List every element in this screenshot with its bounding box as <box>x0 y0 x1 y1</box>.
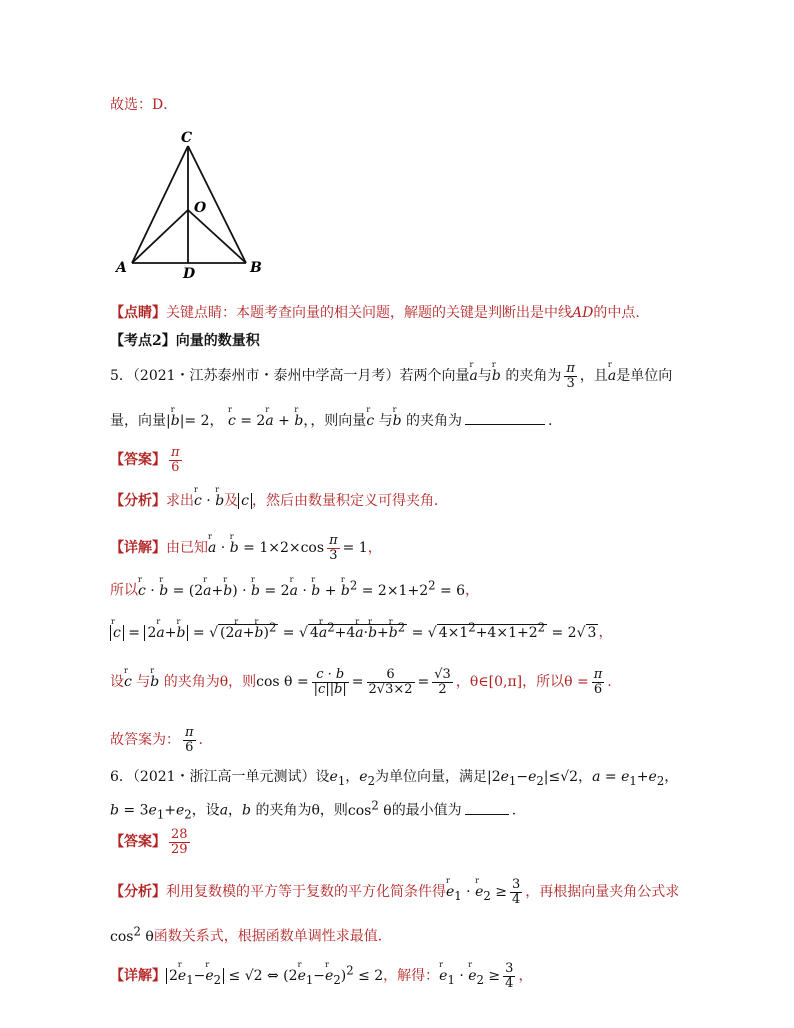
answer-blank-q6 <box>465 814 509 815</box>
q5-line1 <box>110 362 672 390</box>
q5-text-3: ，且 <box>579 368 608 385</box>
segment-bo <box>188 210 246 263</box>
frac-pi-3: $\frac{\pi}{3}$ <box>566 361 575 391</box>
kaodian-title: 向量的数量积 <box>175 333 260 349</box>
kaodian-line <box>110 330 260 350</box>
q5-answer-frac: $\frac{\pi}{6}$ <box>171 445 180 475</box>
triangle-figure <box>110 128 270 278</box>
dianjing-tag: 【点睛】 <box>110 305 166 321</box>
q5-text-and: 与 <box>477 368 492 385</box>
answer-blank <box>465 424 545 425</box>
q5-text-7: ，则向量 <box>310 413 367 429</box>
dianjing-text: 关键点睛：本题考查向量的相关问题，解题的关键是判断出是中线 <box>166 305 572 321</box>
q5-analysis-tag: 【分析】 <box>110 493 166 509</box>
q5-detail-line1: 【详解】由已知r a · r b = 1×2×cos $\frac{\pi}{3}$ = 1， <box>110 534 382 562</box>
q5-text-2: 的夹角为 <box>505 368 562 385</box>
q5-answer-tag: 【答案】 <box>110 452 166 469</box>
segment-ao <box>132 210 188 263</box>
label-a: A <box>116 260 127 276</box>
q5-line2: 量，向量|r b|= 2， r c = 2r a + r b，，则向量r c 与r b 的夹角为 . <box>110 410 552 430</box>
q5-text-5: 量，向量 <box>110 413 166 429</box>
q6-line1: 6．（2021・浙江高一单元测试）设$e_1$，$e_2$为单位向量，满足$|2e_1-e_2|\le√2$，$a = e_1+e_2$， <box>110 769 679 788</box>
q5-conclusion-line: 故答案为： $\frac{\pi}{6}$ . <box>110 725 203 755</box>
q5-text-4: 是单位向 <box>616 368 673 385</box>
q6-answer-line: 【答案】 $\frac{28}{29}$ <box>110 827 188 857</box>
vec-a: r a <box>608 368 616 384</box>
q5-text-1: 5．（2021・江苏泰州市・泰州中学高一月考）若两个向量 <box>110 368 470 385</box>
label-o: O <box>194 200 207 216</box>
label-b: B <box>250 260 262 276</box>
q6-analysis-line1: 【分析】利用复数模的平方等于复数的平方化简条件得r $e_1 \cdot r$ $e_2$ ≥ $\frac{3}{4}$ ，再根据向量夹角公式求 <box>110 878 679 906</box>
dianjing-ad: AD <box>572 305 594 321</box>
kaodian-tag: 【考点2】 <box>110 333 176 349</box>
choice-line: 故选：D． <box>110 97 178 113</box>
label-d: D <box>183 266 196 278</box>
q5-detail-line3: r c = 2r a+r b = √ (2r a+r b)$^2$ = √ 4r $a^2+4r$ a·r b+r $b^2$ = √ $4\times 1^2+4\times 1+2^2 = 2√$ 3 ， <box>110 620 612 642</box>
q5-text-6: ， <box>209 413 224 429</box>
q5-detail-tag: 【详解】 <box>110 540 166 557</box>
q5-answer-line <box>110 446 185 474</box>
q5-analysis-line: 【分析】求出r c · r b及 c ，然后由数量积定义可得夹角． <box>110 490 448 510</box>
vec-b: r b <box>492 368 501 384</box>
q5-detail-line2: 所以r c · r b = (2r a+r b) · r b = 2r a · r b + r $b^2 = 2\times 1+2^2 = 6$， <box>110 578 479 600</box>
q5-detail-line4: 设r c 与r b 的夹角为θ，则cos θ = $\frac{c \cdot b}{|c||b|}$ = $\frac{6}{2√3\times 2}$ = $\frac{√3}{2}$ ，θ∈[0,π]，所以θ = $\frac{\pi}{6}$ . <box>110 668 612 696</box>
edge-ac <box>132 146 188 263</box>
q5-text-8: 的夹角为 <box>406 413 463 429</box>
q6-analysis-line2: $\cos^2 \theta$函数关系式，根据函数单调性求最值． <box>110 924 392 945</box>
dianjing-end: 的中点. <box>593 305 640 321</box>
q6-line2: $b = 3e_1+e_2$，设a，b 的夹角为θ，则$\cos^2 \theta$的最小值为 . <box>110 798 517 822</box>
label-c: C <box>181 130 193 146</box>
dianjing-line <box>110 302 640 322</box>
q6-answer-frac: $\frac{28}{29}$ <box>171 827 188 857</box>
q6-detail-line: 【详解】 2r $e_1-r$ $e_2 \le √2$ ⇔ (2r $e_1-r$ $e_2)^2 \le 2$，解得：r $e_1 \cdot r$ $e_2$ ≥ $\frac{3}{4}$ ， <box>110 962 532 990</box>
vec-a: r a <box>470 368 478 384</box>
